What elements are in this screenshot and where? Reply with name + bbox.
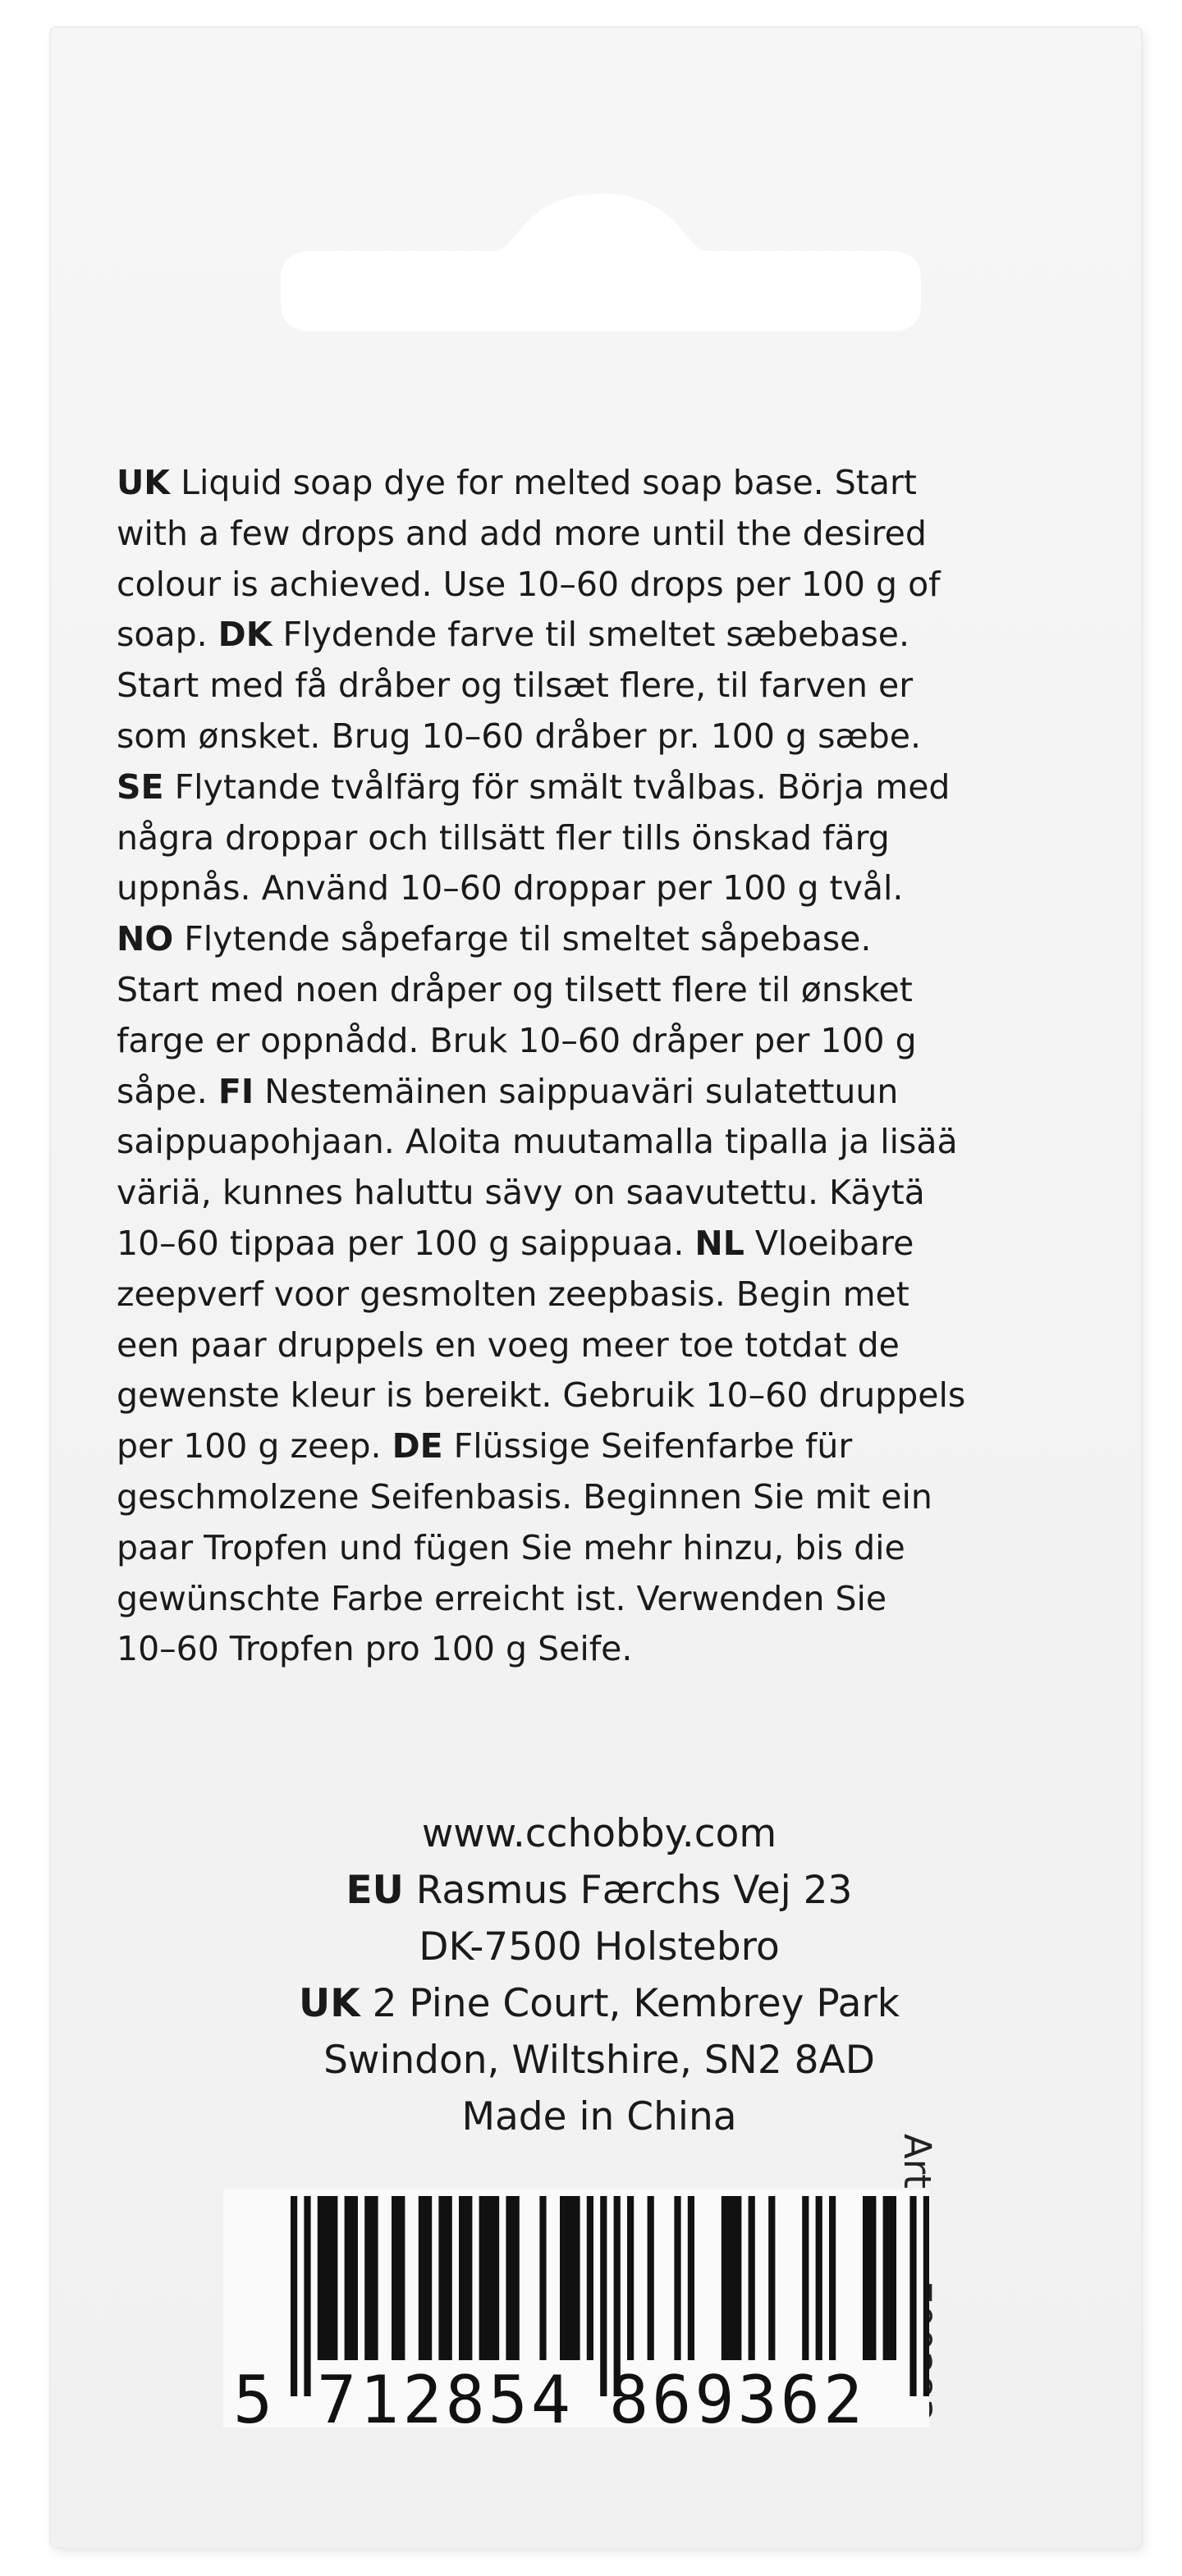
article-number-text: Art.: [896, 2134, 939, 2201]
region-code: UK: [299, 1981, 360, 2026]
description-line: [117, 610, 1110, 661]
description-line: [117, 661, 1110, 711]
description-text: gewünschte Farbe erreicht ist. Verwenden Sie: [117, 1578, 887, 1618]
description-line: [117, 1117, 1110, 1168]
description-text: 10–60 Tropfen pro 100 g Seife.: [117, 1629, 633, 1669]
barcode-group-left: 712854: [317, 2362, 574, 2438]
description-line: [117, 1523, 1110, 1574]
description-line: [117, 1168, 1110, 1219]
barcode-bar: [749, 2196, 755, 2360]
description-line: [117, 1421, 1110, 1472]
description-text: såpe.: [117, 1071, 218, 1111]
language-code: UK: [117, 463, 171, 502]
description-text: geschmolzene Seifenbasis. Beginnen Sie mit ein: [117, 1476, 932, 1517]
description-line: [117, 1270, 1110, 1320]
barcode-bar: [909, 2196, 916, 2396]
description-text: gewenste kleur is bereikt. Gebruik 10–60 druppels: [117, 1375, 966, 1416]
barcode-bar: [883, 2196, 896, 2360]
description-text: Nestemäinen saippuaväri sulatettuun: [254, 1071, 899, 1111]
barcode-bar: [816, 2196, 822, 2360]
description-text: några droppar och tillsätt fler tills önskad färg: [117, 817, 890, 858]
description-text: 10–60 tippaa per 100 g saippuaa.: [117, 1223, 695, 1263]
barcode-bar: [392, 2196, 405, 2360]
description-line: [117, 1472, 1110, 1523]
description-text: Liquid soap dye for melted soap base. Start: [170, 463, 917, 502]
description-line: [117, 560, 1110, 611]
barcode-bar: [479, 2196, 500, 2360]
description-line: [117, 711, 1110, 762]
description-line: [117, 1320, 1110, 1371]
barcode-bar: [560, 2196, 580, 2360]
description-line: [117, 914, 1110, 965]
description-text: saippuapohjaan. Aloita muutamalla tipalla ja lisää: [117, 1122, 958, 1162]
description-text: per 100 g zeep.: [117, 1426, 392, 1466]
barcode-bar: [587, 2196, 593, 2360]
barcode-bar: [627, 2196, 634, 2360]
description-line: [117, 1219, 1110, 1270]
barcode-bar: [802, 2196, 809, 2360]
language-code: NL: [694, 1223, 744, 1263]
barcode-bar: [829, 2196, 836, 2360]
description-text: Vloeibare: [744, 1223, 914, 1263]
description-text: with a few drops and add more until the desired: [117, 513, 927, 553]
barcode-bar: [722, 2196, 742, 2360]
barcode-bar: [688, 2196, 694, 2360]
language-code: FI: [218, 1071, 254, 1111]
description-line: [117, 762, 1110, 813]
barcode-bar: [923, 2196, 929, 2396]
barcode-lead-digit: 5: [233, 2362, 273, 2438]
description-text: farge er oppnådd. Bruk 10–60 dråper per 100 g: [117, 1020, 917, 1060]
product-description: [117, 458, 1110, 1675]
address-line: [213, 1919, 985, 1975]
barcode-bar: [438, 2196, 451, 2360]
barcode-bar: [364, 2196, 378, 2360]
barcode-bar: [768, 2196, 775, 2360]
address-line: [213, 1862, 985, 1919]
description-line: [117, 458, 1110, 509]
barcode-bar: [863, 2196, 876, 2360]
description-line: [117, 1067, 1110, 1118]
description-text: een paar druppels en voeg meer toe totdat de: [117, 1325, 900, 1365]
language-code: DE: [392, 1426, 443, 1466]
description-line: [117, 1370, 1110, 1421]
description-line: [117, 813, 1110, 864]
address-text: Made in China: [461, 2094, 737, 2139]
barcode-bar: [345, 2196, 358, 2360]
barcode-bar: [539, 2196, 546, 2360]
barcode-bar: [419, 2196, 432, 2360]
description-text: soap.: [117, 615, 218, 655]
description-text: zeepverf voor gesmolten zeepbasis. Begin met: [117, 1274, 909, 1314]
language-code: NO: [117, 919, 174, 959]
address-line: [213, 2089, 985, 2145]
description-text: Flüssige Seifenfarbe für: [442, 1426, 853, 1466]
description-text: Flytande tvålfärg för smält tvålbas. Börja med: [163, 766, 951, 807]
address-line: [213, 1805, 985, 1862]
barcode-group-right: 869362: [609, 2362, 866, 2438]
address-line: [213, 1975, 985, 2032]
address-text: www.cchobby.com: [421, 1811, 777, 1856]
description-text: väriä, kunnes haluttu sävy on saavutettu. Käytä: [117, 1173, 925, 1213]
description-line: [117, 1574, 1110, 1625]
barcode-bar: [506, 2196, 519, 2360]
description-line: [117, 1624, 1110, 1675]
barcode-bar: [318, 2196, 338, 2360]
address-text: Rasmus Færchs Vej 23: [403, 1868, 853, 1913]
barcode-digits: [228, 2363, 909, 2437]
description-line: [117, 1016, 1110, 1067]
description-line: [117, 965, 1110, 1016]
address-text: 2 Pine Court, Kembrey Park: [360, 1981, 900, 2026]
barcode-bar: [648, 2196, 654, 2360]
description-line: [117, 509, 1110, 560]
description-text: som ønsket. Brug 10–60 dråber pr. 100 g sæbe.: [117, 716, 921, 756]
description-text: uppnås. Använd 10–60 droppar per 100 g tvål.: [117, 868, 904, 908]
description-text: Flydende farve til smeltet sæbebase.: [272, 615, 910, 655]
address-text: DK-7500 Holstebro: [419, 1924, 780, 1970]
address-text: Swindon, Wiltshire, SN2 8AD: [323, 2038, 875, 2083]
description-line: [117, 863, 1110, 914]
description-text: paar Tropfen und fügen Sie mehr hinzu, bis die: [117, 1527, 905, 1567]
description-text: Start med noen dråper og tilsett flere til ønsket: [117, 969, 913, 1009]
description-text: colour is achieved. Use 10–60 drops per 100 g of: [117, 564, 941, 604]
address-block: [213, 1805, 985, 2145]
region-code: EU: [346, 1868, 404, 1913]
description-text: Start med få dråber og tilsæt flere, til farven er: [117, 666, 914, 706]
barcode-bar: [674, 2196, 680, 2360]
language-code: DK: [218, 615, 273, 655]
description-text: Flytende såpefarge til smeltet såpebase.: [173, 919, 872, 959]
address-line: [213, 2032, 985, 2089]
barcode-bar: [459, 2196, 472, 2360]
language-code: SE: [117, 766, 164, 807]
